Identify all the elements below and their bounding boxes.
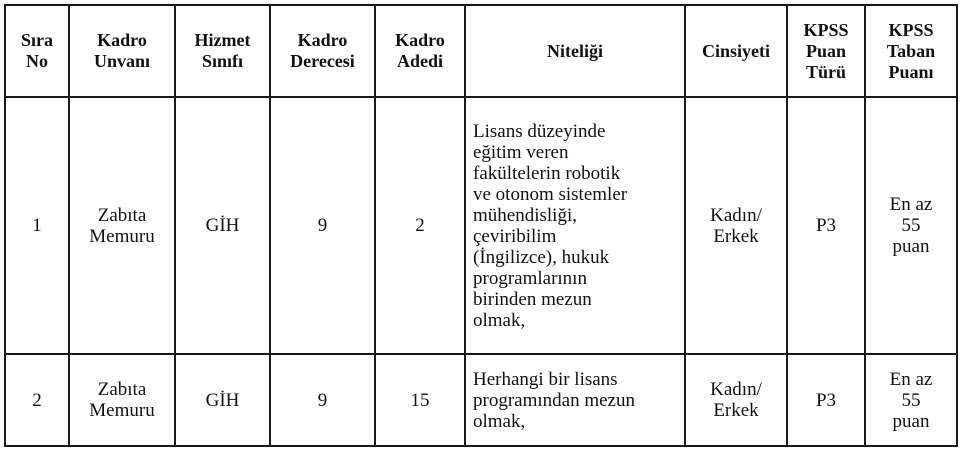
cell-kadro-derecesi: 9 bbox=[270, 97, 375, 354]
cell-kadro-derecesi: 9 bbox=[270, 354, 375, 446]
cell-hizmet-sinifi: GİH bbox=[175, 97, 270, 354]
kadro-table bbox=[4, 4, 958, 447]
cell-sira-no: 1 bbox=[5, 97, 69, 354]
header-cinsiyeti: Cinsiyeti bbox=[685, 5, 787, 97]
cell-kpss-puan-turu: P3 bbox=[787, 97, 865, 354]
cell-sira-no: 2 bbox=[5, 354, 69, 446]
cell-kpss-taban-puani: En az 55 puan bbox=[865, 97, 957, 354]
cell-hizmet-sinifi: GİH bbox=[175, 354, 270, 446]
header-kpss-puan-turu: KPSS Puan Türü bbox=[787, 5, 865, 97]
header-kadro-adedi: Kadro Adedi bbox=[375, 5, 465, 97]
cell-kadro-adedi: 15 bbox=[375, 354, 465, 446]
header-sira-no: Sıra No bbox=[5, 5, 69, 97]
header-hizmet-sinifi: Hizmet Sınıfı bbox=[175, 5, 270, 97]
cell-kadro-unvani: Zabıta Memuru bbox=[69, 354, 175, 446]
cell-kpss-taban-puani: En az 55 puan bbox=[865, 354, 957, 446]
header-kpss-taban-puani: KPSS Taban Puanı bbox=[865, 5, 957, 97]
cell-cinsiyeti: Kadın/ Erkek bbox=[685, 354, 787, 446]
header-kadro-derecesi: Kadro Derecesi bbox=[270, 5, 375, 97]
header-kadro-unvani: Kadro Unvanı bbox=[69, 5, 175, 97]
table-row bbox=[5, 354, 957, 446]
cell-kadro-unvani: Zabıta Memuru bbox=[69, 97, 175, 354]
cell-kadro-adedi: 2 bbox=[375, 97, 465, 354]
cell-niteligi: Lisans düzeyinde eğitim veren fakültelerin robotik ve otonom sistemler mühendisliği, çeviribilim (İngilizce), hukuk programlarının birinden mezun olmak, bbox=[465, 97, 685, 354]
cell-niteligi: Herhangi bir lisans programından mezun olmak, bbox=[465, 354, 685, 446]
table-row bbox=[5, 97, 957, 354]
cell-cinsiyeti: Kadın/ Erkek bbox=[685, 97, 787, 354]
header-niteligi: Niteliği bbox=[465, 5, 685, 97]
cell-kpss-puan-turu: P3 bbox=[787, 354, 865, 446]
header-row bbox=[5, 5, 957, 97]
